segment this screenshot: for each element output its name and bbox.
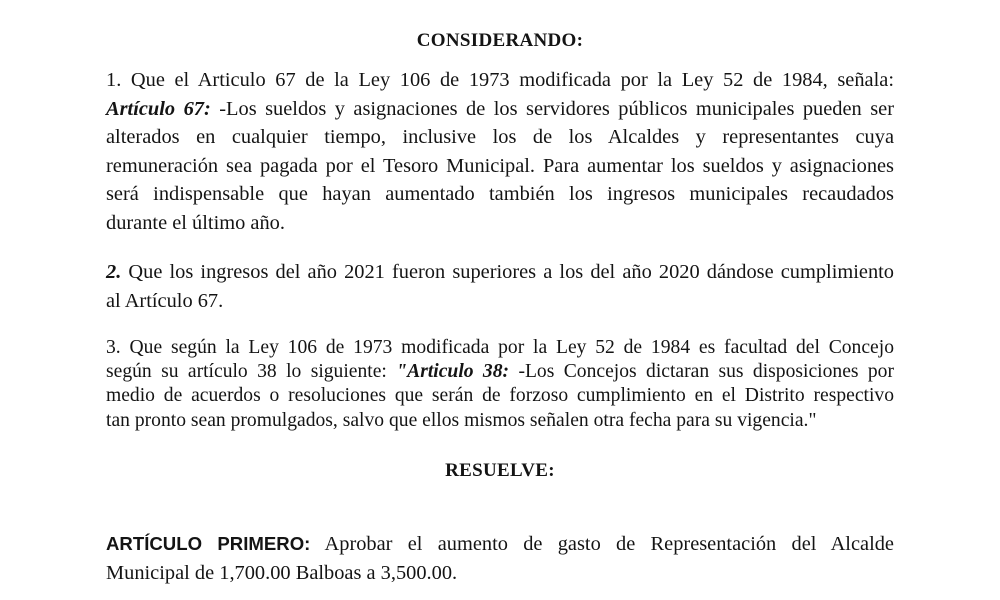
item-1-line-2 xyxy=(106,95,894,124)
item-3-line-1: 3. Que según la Ley 106 de 1973 modificada por la Ley 52 de 1984 es facultad del Concejo xyxy=(106,337,894,358)
articulo-primero-line-1-text: Aprobar el aumento de gasto de Representación del Alcalde xyxy=(310,533,894,555)
item-2-line-1 xyxy=(106,258,894,287)
item-1-line-2-text: -Los sueldos y asignaciones de los servidores públicos municipales pueden ser xyxy=(210,97,894,120)
resuelve-heading: RESUELVE: xyxy=(445,460,555,481)
item-3-line-3: medio de acuerdos o resoluciones que serán de forzoso cumplimiento en el Distrito respectivo xyxy=(106,385,894,407)
considerando-item-1 xyxy=(106,66,894,238)
item-2-line-1-text: Que los ingresos del año 2021 fueron superiores a los del año 2020 dándose cumplimiento xyxy=(121,261,894,283)
item-1-line-1: 1. Que el Articulo 67 de la Ley 106 de 1973 modificada por la Ley 52 de 1984, señala: xyxy=(106,69,894,91)
item-1-line-3: alterados en cualquier tiempo, inclusive los de los Alcaldes y representantes cuya xyxy=(106,126,894,149)
article-38-label: "Articulo 38: xyxy=(396,361,510,383)
articulo-primero-line-1 xyxy=(106,530,894,559)
considerando-item-2 xyxy=(106,258,894,315)
articulo-primero-line-2: Municipal de 1,700.00 Balboas a 3,500.00. xyxy=(106,561,458,584)
articulo-primero xyxy=(106,530,894,587)
item-2-line-2: al Artículo 67. xyxy=(106,289,224,312)
considerando-item-3 xyxy=(106,336,894,433)
articulo-primero-label: ARTÍCULO PRIMERO: xyxy=(106,533,311,554)
considerando-heading: CONSIDERANDO: xyxy=(416,30,584,51)
item-1-line-5: será indispensable que hayan aumentado también los ingresos municipales recaudados xyxy=(106,183,894,206)
item-1-line-4: remuneración sea pagada por el Tesoro Municipal. Para aumentar los sueldos y asignaciones xyxy=(106,154,894,177)
item-2-number: 2. xyxy=(106,261,122,283)
item-3-line-2-text: -Los Concejos dictaran sus disposiciones por xyxy=(509,361,895,383)
item-3-line-2 xyxy=(106,360,894,384)
item-3-line-4: tan pronto sean promulgados, salvo que ellos mismos señalen otra fecha para su vigencia." xyxy=(106,409,817,431)
article-67-label: Artículo 67: xyxy=(106,97,211,120)
item-1-line-6: durante el último año. xyxy=(106,211,285,234)
item-3-line-2-start: según su artículo 38 lo siguiente: xyxy=(106,361,397,383)
